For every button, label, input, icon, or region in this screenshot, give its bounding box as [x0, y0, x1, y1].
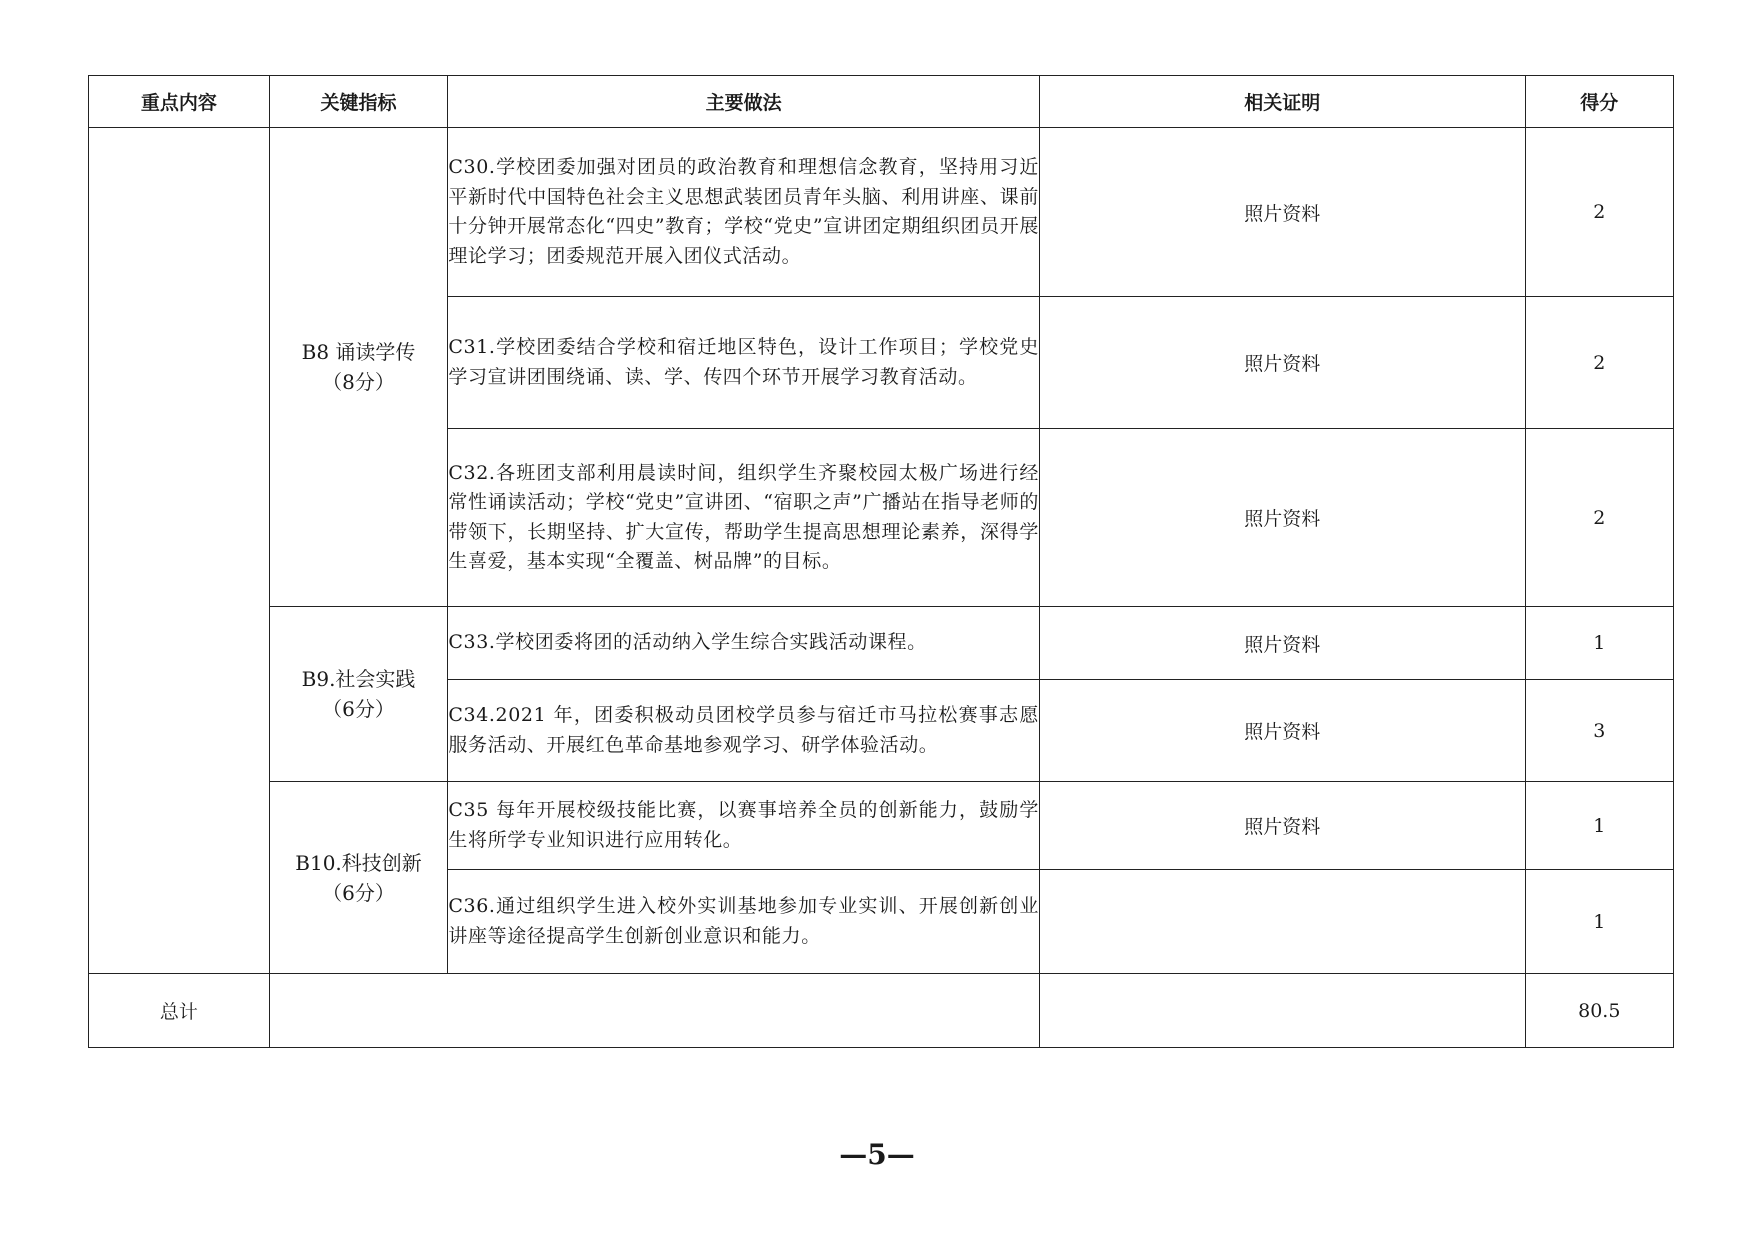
- proof-cell: 照片资料: [1039, 128, 1525, 297]
- method-cell: C36.通过组织学生进入校外实训基地参加专业实训、开展创新创业讲座等途径提高学生创新创业意识和能力。: [448, 870, 1040, 974]
- proof-cell: 照片资料: [1039, 607, 1525, 680]
- header-score: 得分: [1525, 76, 1673, 128]
- indicator-b10: [269, 782, 448, 974]
- header-key-content: 重点内容: [89, 76, 270, 128]
- score-cell: 1: [1525, 607, 1673, 680]
- page-number: —5—: [839, 1138, 915, 1171]
- total-row: [89, 974, 1674, 1048]
- indicator-b8: [269, 128, 448, 607]
- total-empty-cell: [269, 974, 1039, 1048]
- total-proof-cell: [1039, 974, 1525, 1048]
- total-label: 总计: [89, 974, 270, 1048]
- table-row: [89, 128, 1674, 297]
- score-cell: 2: [1525, 429, 1673, 607]
- score-cell: 1: [1525, 782, 1673, 870]
- table-header-row: [89, 76, 1674, 128]
- header-key-indicator: 关键指标: [269, 76, 448, 128]
- table-row: [89, 607, 1674, 680]
- proof-cell: 照片资料: [1039, 782, 1525, 870]
- score-cell: 2: [1525, 297, 1673, 429]
- proof-cell: [1039, 870, 1525, 974]
- key-content-cell: [89, 128, 270, 974]
- indicator-points: （8分）: [322, 370, 395, 394]
- total-score: 80.5: [1525, 974, 1673, 1048]
- score-cell: 1: [1525, 870, 1673, 974]
- method-cell: C31.学校团委结合学校和宿迁地区特色，设计工作项目；学校党史学习宣讲团围绕诵、读、学、传四个环节开展学习教育活动。: [448, 297, 1040, 429]
- indicator-label: B9.社会实践: [301, 667, 416, 691]
- score-cell: 2: [1525, 128, 1673, 297]
- score-cell: 3: [1525, 680, 1673, 782]
- proof-cell: 照片资料: [1039, 297, 1525, 429]
- indicator-b9: [269, 607, 448, 782]
- proof-cell: 照片资料: [1039, 429, 1525, 607]
- method-cell: C33.学校团委将团的活动纳入学生综合实践活动课程。: [448, 607, 1040, 680]
- method-cell: C32.各班团支部利用晨读时间，组织学生齐聚校园太极广场进行经常性诵读活动；学校“党史”宣讲团、“宿职之声”广播站在指导老师的带领下，长期坚持、扩大宣传，帮助学生提高思想理论素养，深得学生喜爱，基本实现“全覆盖、树品牌”的目标。: [448, 429, 1040, 607]
- header-main-method: 主要做法: [448, 76, 1040, 128]
- method-cell: C34.2021 年，团委积极动员团校学员参与宿迁市马拉松赛事志愿服务活动、开展红色革命基地参观学习、研学体验活动。: [448, 680, 1040, 782]
- proof-cell: 照片资料: [1039, 680, 1525, 782]
- table-row: [89, 782, 1674, 870]
- header-proof: 相关证明: [1039, 76, 1525, 128]
- method-cell: C35 每年开展校级技能比赛，以赛事培养全员的创新能力，鼓励学生将所学专业知识进行应用转化。: [448, 782, 1040, 870]
- indicator-points: （6分）: [322, 697, 395, 721]
- indicator-label: B10.科技创新: [295, 850, 422, 875]
- indicator-label: B8 诵读学传: [301, 340, 416, 364]
- evaluation-table: [88, 75, 1674, 1048]
- method-cell: C30.学校团委加强对团员的政治教育和理想信念教育，坚持用习近平新时代中国特色社会主义思想武装团员青年头脑、利用讲座、课前十分钟开展常态化“四史”教育；学校“党史”宣讲团定期组织团员开展理论学习；团委规范开展入团仪式活动。: [448, 128, 1040, 297]
- indicator-points: （6分）: [322, 880, 395, 905]
